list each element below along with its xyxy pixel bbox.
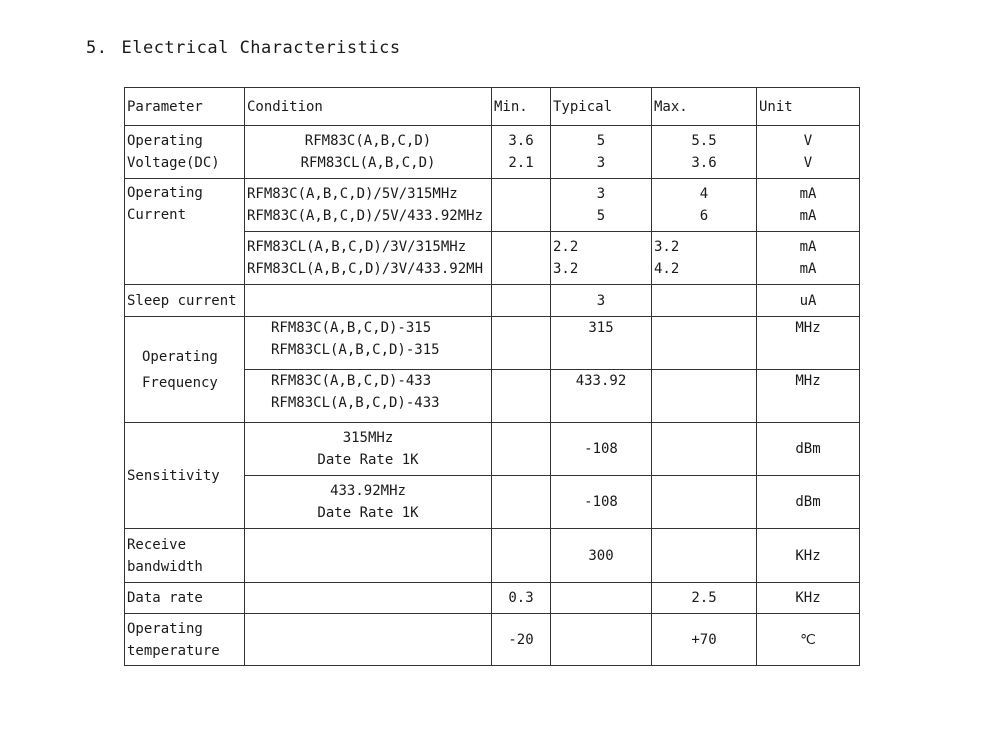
unit-current-1: mA mA bbox=[757, 179, 860, 232]
cond-current-1: RFM83C(A,B,C,D)/5V/315MHz RFM83C(A,B,C,D)/5V/433.92MHz bbox=[245, 179, 492, 232]
max-bandwidth bbox=[652, 529, 757, 583]
typ-current-1: 3 5 bbox=[551, 179, 652, 232]
table-row bbox=[125, 423, 860, 476]
typ-current-2: 2.2 3.2 bbox=[551, 232, 652, 285]
param-sleep-current: Sleep current bbox=[125, 285, 245, 317]
table-row bbox=[125, 179, 860, 232]
section-number: 5. bbox=[86, 38, 108, 58]
header-typical: Typical bbox=[551, 88, 652, 126]
typ-bandwidth: 300 bbox=[551, 529, 652, 583]
unit-sensitivity-2: dBm bbox=[757, 476, 860, 529]
param-sensitivity: Sensitivity bbox=[125, 423, 245, 529]
unit-bandwidth: KHz bbox=[757, 529, 860, 583]
max-current-2: 3.2 4.2 bbox=[652, 232, 757, 285]
cond-bandwidth bbox=[245, 529, 492, 583]
section-heading bbox=[86, 38, 401, 58]
cond-sensitivity-2: 433.92MHz Date Rate 1K bbox=[245, 476, 492, 529]
unit-current-2: mA mA bbox=[757, 232, 860, 285]
typ-temperature bbox=[551, 614, 652, 666]
min-datarate: 0.3 bbox=[492, 583, 551, 614]
typ-sensitivity-1: -108 bbox=[551, 423, 652, 476]
table-row bbox=[125, 126, 860, 179]
header-parameter: Parameter bbox=[125, 88, 245, 126]
max-voltage: 5.5 3.6 bbox=[652, 126, 757, 179]
unit-frequency-2: MHz bbox=[757, 370, 860, 423]
unit-datarate: KHz bbox=[757, 583, 860, 614]
param-operating-frequency: Operating Frequency bbox=[125, 317, 245, 423]
table-row bbox=[125, 614, 860, 666]
min-bandwidth bbox=[492, 529, 551, 583]
min-frequency-2 bbox=[492, 370, 551, 423]
min-temperature: -20 bbox=[492, 614, 551, 666]
param-receive-bandwidth: Receive bandwidth bbox=[125, 529, 245, 583]
table-row bbox=[125, 285, 860, 317]
min-sensitivity-1 bbox=[492, 423, 551, 476]
cond-sleep bbox=[245, 285, 492, 317]
param-operating-current: Operating Current bbox=[125, 179, 245, 285]
param-operating-voltage: Operating Voltage(DC) bbox=[125, 126, 245, 179]
cond-frequency-2: RFM83C(A,B,C,D)-433 RFM83CL(A,B,C,D)-433 bbox=[245, 370, 492, 423]
min-current-2 bbox=[492, 232, 551, 285]
unit-temperature: ℃ bbox=[757, 614, 860, 666]
max-frequency-2 bbox=[652, 370, 757, 423]
unit-frequency-1: MHz bbox=[757, 317, 860, 370]
cond-frequency-1: RFM83C(A,B,C,D)-315 RFM83CL(A,B,C,D)-315 bbox=[245, 317, 492, 370]
max-temperature: +70 bbox=[652, 614, 757, 666]
section-title: Electrical Characteristics bbox=[121, 38, 401, 58]
max-frequency-1 bbox=[652, 317, 757, 370]
max-datarate: 2.5 bbox=[652, 583, 757, 614]
header-unit: Unit bbox=[757, 88, 860, 126]
max-sensitivity-2 bbox=[652, 476, 757, 529]
table-row bbox=[125, 583, 860, 614]
cond-current-2: RFM83CL(A,B,C,D)/3V/315MHz RFM83CL(A,B,C,D)/3V/433.92MH bbox=[245, 232, 492, 285]
unit-sensitivity-1: dBm bbox=[757, 423, 860, 476]
table-row bbox=[125, 317, 860, 370]
typ-voltage: 5 3 bbox=[551, 126, 652, 179]
min-frequency-1 bbox=[492, 317, 551, 370]
cond-temperature bbox=[245, 614, 492, 666]
header-min: Min. bbox=[492, 88, 551, 126]
param-data-rate: Data rate bbox=[125, 583, 245, 614]
typ-datarate bbox=[551, 583, 652, 614]
max-current-1: 4 6 bbox=[652, 179, 757, 232]
min-sensitivity-2 bbox=[492, 476, 551, 529]
unit-sleep: uA bbox=[757, 285, 860, 317]
typ-sensitivity-2: -108 bbox=[551, 476, 652, 529]
unit-voltage: V V bbox=[757, 126, 860, 179]
cond-voltage: RFM83C(A,B,C,D) RFM83CL(A,B,C,D) bbox=[245, 126, 492, 179]
header-condition: Condition bbox=[245, 88, 492, 126]
typ-sleep: 3 bbox=[551, 285, 652, 317]
electrical-characteristics-table bbox=[124, 87, 860, 666]
max-sleep bbox=[652, 285, 757, 317]
max-sensitivity-1 bbox=[652, 423, 757, 476]
param-operating-temperature: Operating temperature bbox=[125, 614, 245, 666]
table-row bbox=[125, 529, 860, 583]
min-current-1 bbox=[492, 179, 551, 232]
header-max: Max. bbox=[652, 88, 757, 126]
min-sleep bbox=[492, 285, 551, 317]
typ-frequency-1: 315 bbox=[551, 317, 652, 370]
typ-frequency-2: 433.92 bbox=[551, 370, 652, 423]
cond-datarate bbox=[245, 583, 492, 614]
min-voltage: 3.6 2.1 bbox=[492, 126, 551, 179]
cond-sensitivity-1: 315MHz Date Rate 1K bbox=[245, 423, 492, 476]
header-row bbox=[125, 88, 860, 126]
